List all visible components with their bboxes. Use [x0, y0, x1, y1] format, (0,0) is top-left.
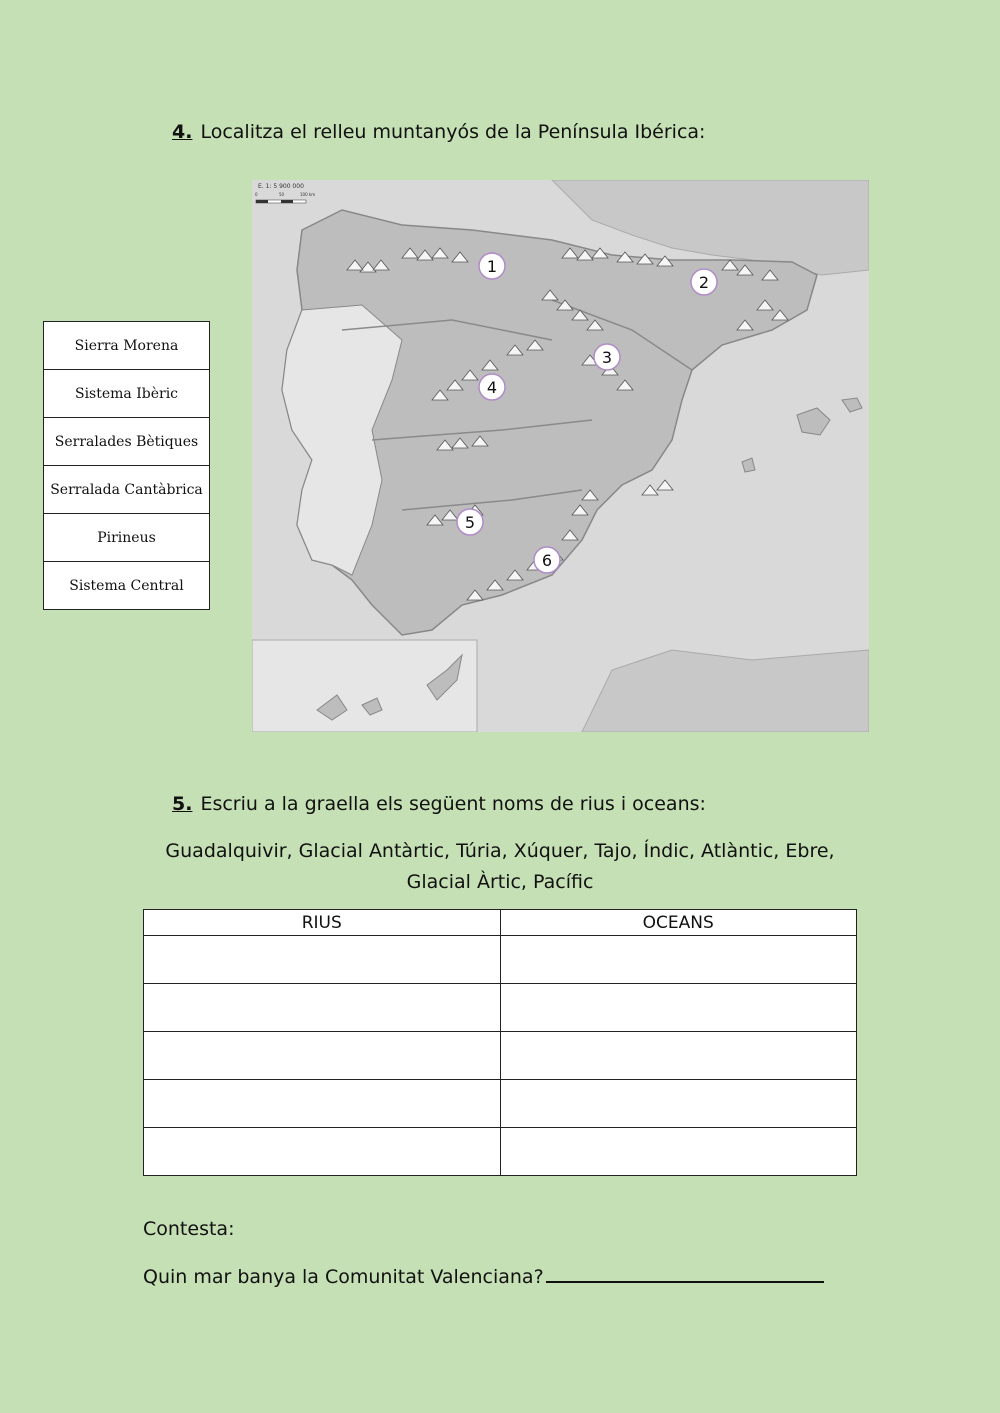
label-serralada-cantabrica[interactable]: Serralada Cantàbrica — [44, 466, 209, 514]
rivers-oceans-table — [143, 909, 857, 1176]
label-sierra-morena[interactable]: Sierra Morena — [44, 322, 209, 370]
rius-cell[interactable] — [144, 1080, 501, 1128]
map-marker-1 — [479, 253, 505, 279]
table-row — [144, 984, 857, 1032]
oceans-cell[interactable] — [500, 1080, 857, 1128]
map-scale-tick: 50 — [279, 192, 285, 197]
question-4-text: Localitza el relleu muntanyós de la Península Ibérica: — [200, 121, 706, 143]
label-sistema-central[interactable]: Sistema Central — [69, 577, 184, 594]
map-marker-5 — [457, 509, 483, 535]
map-scale-label: E. 1: 5 900 000 — [258, 183, 304, 190]
label-serralades-betiques[interactable]: Serralades Bètiques — [44, 418, 209, 466]
table-row — [144, 1128, 857, 1176]
question-4-number: 4. — [172, 121, 193, 143]
answer-blank[interactable] — [546, 1263, 824, 1283]
rius-cell[interactable] — [144, 936, 501, 984]
table-row — [144, 936, 857, 984]
oceans-cell[interactable] — [500, 1128, 857, 1176]
question-5-title — [172, 793, 706, 815]
map-scale-tick: 0 — [255, 192, 258, 197]
column-header-rius: RIUS — [144, 910, 501, 936]
map-marker-6-label: 6 — [541, 551, 553, 570]
map-marker-3 — [594, 344, 620, 370]
iberian-peninsula-map — [252, 180, 869, 732]
table-row — [144, 1080, 857, 1128]
rius-cell[interactable] — [144, 1032, 501, 1080]
oceans-cell[interactable] — [500, 936, 857, 984]
label-pirineus[interactable]: Pirineus — [44, 514, 209, 562]
sea-question-text: Quin mar banya la Comunitat Valenciana? — [143, 1266, 544, 1288]
sea-question — [143, 1263, 824, 1288]
question-4-title — [172, 121, 705, 143]
map-marker-2-label: 2 — [698, 273, 710, 292]
map-marker-1-label: 1 — [486, 257, 498, 276]
rius-cell[interactable] — [144, 1128, 501, 1176]
word-list: Guadalquivir, Glacial Antàrtic, Túria, Xúquer, Tajo, Índic, Atlàntic, Ebre, Glacial Àrtic, Pacífic — [165, 840, 835, 893]
contesta-label: Contesta: — [143, 1218, 235, 1240]
oceans-cell[interactable] — [500, 1032, 857, 1080]
map-scale-tick: 100 km — [300, 192, 316, 197]
column-header-oceans: OCEANS — [500, 910, 857, 936]
map-marker-3-label: 3 — [601, 348, 613, 367]
map-marker-4 — [479, 374, 505, 400]
label-sistema-iberic[interactable]: Sistema Ibèric — [44, 370, 209, 418]
rius-cell[interactable] — [144, 984, 501, 1032]
question-5-text: Escriu a la graella els següent noms de rius i oceans: — [200, 793, 706, 815]
table-row — [144, 1032, 857, 1080]
question-5-number: 5. — [172, 793, 193, 815]
oceans-cell[interactable] — [500, 984, 857, 1032]
map-marker-5-label: 5 — [464, 513, 476, 532]
mountain-label-list — [43, 321, 210, 610]
map-marker-2 — [691, 269, 717, 295]
map-marker-4-label: 4 — [486, 378, 498, 397]
map-marker-6 — [534, 547, 560, 573]
